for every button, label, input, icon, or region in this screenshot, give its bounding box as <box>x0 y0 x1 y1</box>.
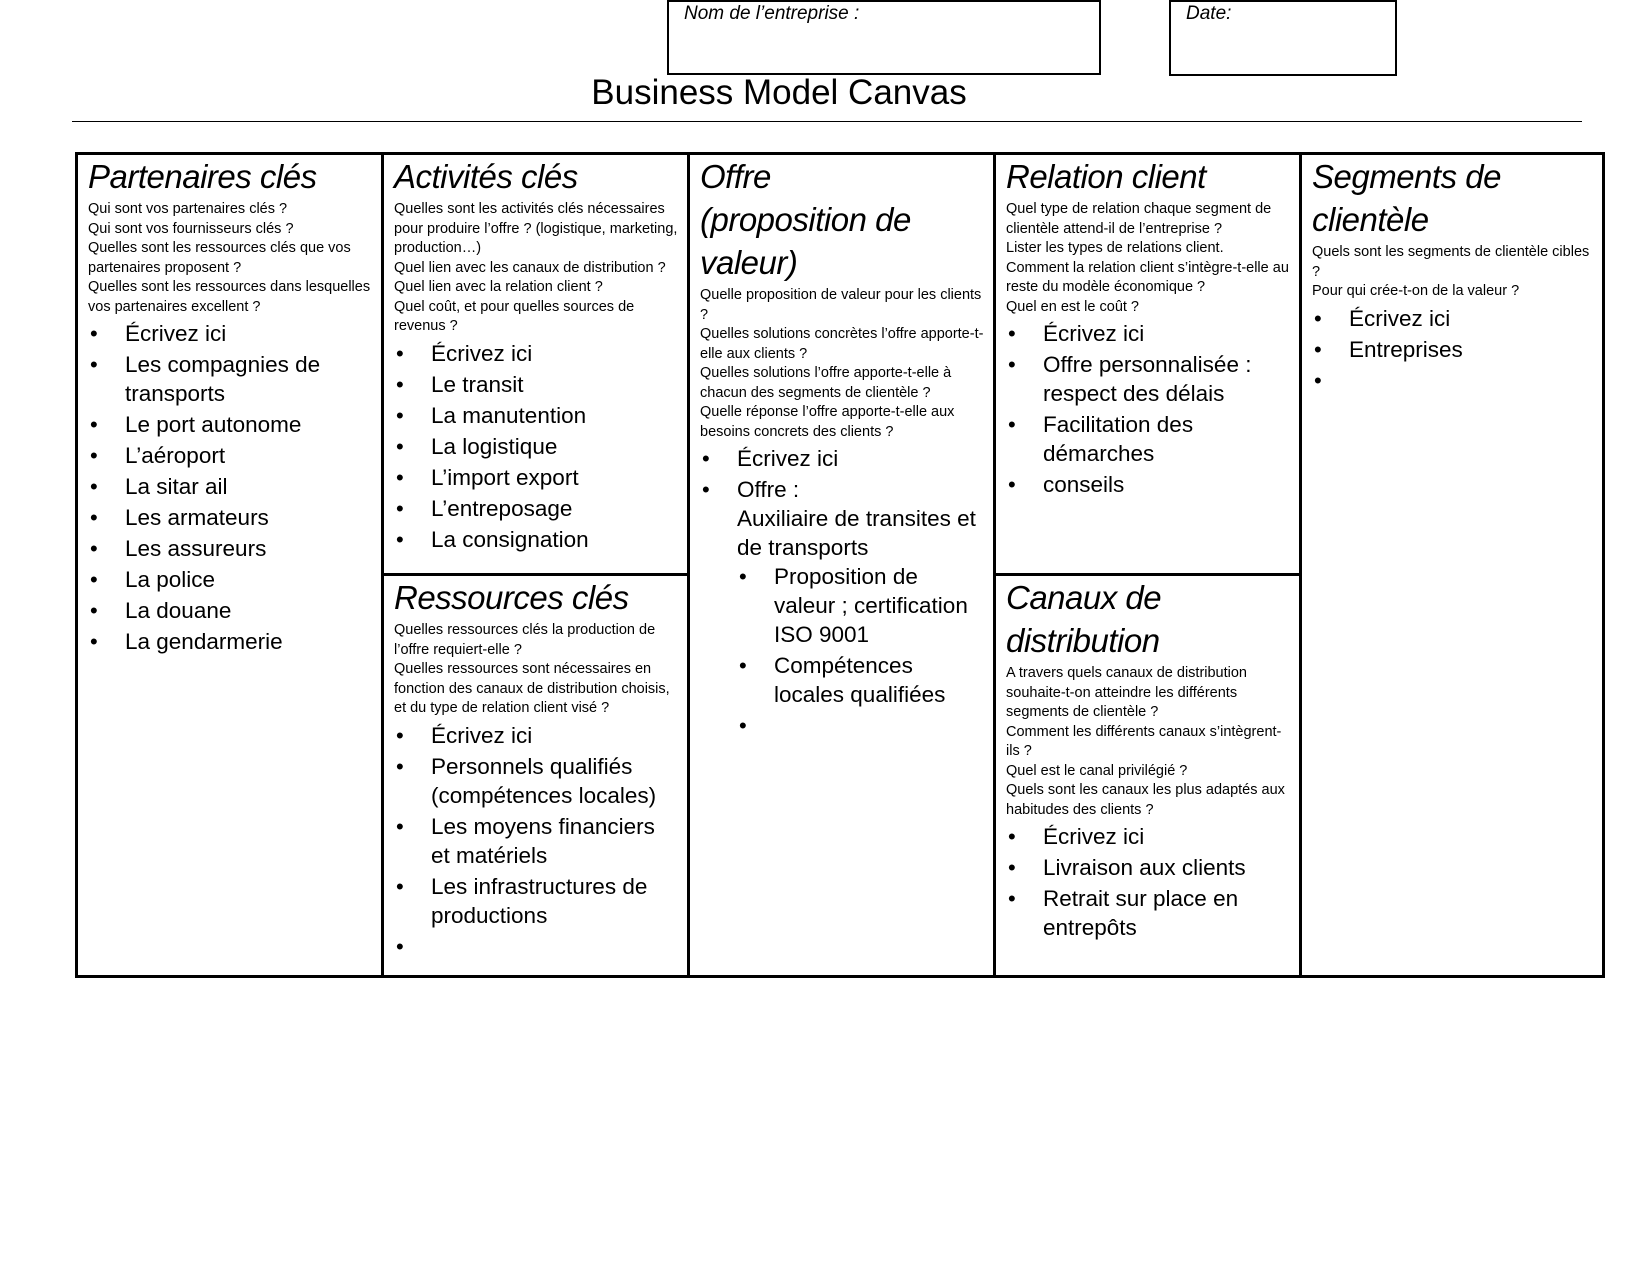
list-item[interactable]: • Le port autonome <box>88 410 373 439</box>
list-item[interactable]: • Facilitation des démarches <box>1006 410 1291 468</box>
list-item[interactable]: • La logistique <box>394 432 679 461</box>
section-title: Ressources clés <box>394 579 629 616</box>
section-key-partners <box>78 155 381 975</box>
list-item[interactable]: • Écrivez ici <box>1312 304 1594 333</box>
section-customer-segments <box>1302 155 1602 975</box>
list-item[interactable] <box>737 711 985 740</box>
list-item[interactable]: • La sitar ail <box>88 472 373 501</box>
list-item[interactable]: • La consignation <box>394 525 679 554</box>
list-item[interactable]: • Les infrastructures de productions <box>394 872 679 930</box>
section-customer-relationships <box>996 155 1299 573</box>
section-title: Offre (proposition de valeur) <box>700 158 911 281</box>
date-field[interactable] <box>1169 0 1397 76</box>
list-item[interactable]: • L’entreposage <box>394 494 679 523</box>
partners-list <box>88 319 373 656</box>
section-questions: Quelles sont les activités clés nécessaires pour produire l’offre ? (logistique, marketing, production…) Quel lien avec les canaux de distribution ? Quel lien avec la relation client ? Quel coût, et pour quelles sources de revenus ? <box>394 201 678 334</box>
offer-description: Auxiliaire de transites et de transports <box>737 506 976 560</box>
title-divider <box>72 121 1582 122</box>
segments-list <box>1312 304 1594 395</box>
section-questions: Quel type de relation chaque segment de clientèle attend-il de l’entreprise ? Lister les types de relations client. Comment la relation client s’intègre-t-elle au reste du modèle économique ? Quel en est le coût ? <box>1006 201 1289 315</box>
list-item[interactable]: • L’import export <box>394 463 679 492</box>
section-questions: Quels sont les segments de clientèle cibles ? Pour qui crée-t-on de la valeur ? <box>1312 244 1590 299</box>
page-title: Business Model Canvas <box>591 73 967 112</box>
list-item[interactable]: • Retrait sur place en entrepôts <box>1006 884 1291 942</box>
section-title: Canaux de distribution <box>1006 579 1162 659</box>
company-name-label: Nom de l’entreprise : <box>684 3 860 24</box>
list-item[interactable]: • Les moyens financiers et matériels <box>394 812 679 870</box>
list-item[interactable]: • Les assureurs <box>88 534 373 563</box>
list-item[interactable]: • Personnels qualifiés (compétences locales) <box>394 752 679 810</box>
date-label: Date: <box>1186 3 1232 24</box>
section-channels <box>996 576 1299 975</box>
section-title: Activités clés <box>394 158 578 195</box>
section-questions: Quelles ressources clés la production de l’offre requiert-elle ? Quelles ressources sont nécessaires en fonction des canaux de distribution choisis, et du type de relation client visé ? <box>394 622 670 716</box>
list-item[interactable]: • L’aéroport <box>88 441 373 470</box>
section-title: Partenaires clés <box>88 158 317 195</box>
business-model-canvas <box>75 152 1605 978</box>
section-questions: A travers quels canaux de distribution souhaite-t-on atteindre les différents segments de clientèle ? Comment les différents canaux s’intègrent-ils ? Quel est le canal privilégié ? Quels sont les canaux les plus adaptés aux habitudes des clients ? <box>1006 665 1285 818</box>
list-item[interactable]: • conseils <box>1006 470 1291 499</box>
section-title: Relation client <box>1006 158 1206 195</box>
list-item[interactable]: • Écrivez ici <box>394 339 679 368</box>
list-item[interactable]: • Compétences locales qualifiées <box>737 651 985 709</box>
list-item[interactable]: • Livraison aux clients <box>1006 853 1291 882</box>
channels-list <box>1006 822 1291 942</box>
relationship-list <box>1006 319 1291 499</box>
resources-list <box>394 721 679 961</box>
list-item[interactable]: • Écrivez ici <box>88 319 373 348</box>
list-item[interactable]: • Les armateurs <box>88 503 373 532</box>
list-item[interactable]: • La gendarmerie <box>88 627 373 656</box>
section-questions: Quelle proposition de valeur pour les clients ? Quelles solutions concrètes l’offre apporte-t-elle aux clients ? Quelles solutions l’offre apporte-t-elle à chacun des segments de clientèle ? Quelle réponse l’offre apporte-t-elle aux besoins concrets des clients ? <box>700 287 984 440</box>
list-item[interactable]: • Entreprises <box>1312 335 1594 364</box>
list-item[interactable]: • Écrivez ici <box>1006 822 1291 851</box>
list-item[interactable]: • Écrivez ici <box>394 721 679 750</box>
section-key-resources <box>384 576 687 975</box>
company-name-field[interactable] <box>667 0 1101 75</box>
list-item[interactable] <box>394 932 679 961</box>
activities-list <box>394 339 679 554</box>
section-title: Segments de clientèle <box>1312 158 1501 238</box>
list-item[interactable]: • La douane <box>88 596 373 625</box>
list-item[interactable]: • Les compagnies de transports <box>88 350 373 408</box>
section-questions: Qui sont vos partenaires clés ? Qui sont vos fournisseurs clés ? Quelles sont les ressources clés que vos partenaires proposent ? Quelles sont les ressources dans lesquelles vos partenaires excellent ? <box>88 201 371 315</box>
list-item[interactable]: • Offre : <box>700 475 985 504</box>
list-item[interactable]: • Le transit <box>394 370 679 399</box>
section-value-proposition <box>690 155 993 975</box>
list-item[interactable]: • Écrivez ici <box>1006 319 1291 348</box>
list-item[interactable]: • Offre personnalisée : respect des délais <box>1006 350 1291 408</box>
list-item[interactable]: • La manutention <box>394 401 679 430</box>
list-item[interactable]: • Proposition de valeur ; certification ISO 9001 <box>737 562 985 649</box>
offer-sublist <box>737 562 985 740</box>
section-key-activities <box>384 155 687 573</box>
list-item[interactable] <box>1312 366 1594 395</box>
list-item[interactable]: • La police <box>88 565 373 594</box>
offer-list <box>700 444 985 504</box>
list-item[interactable]: • Écrivez ici <box>700 444 985 473</box>
